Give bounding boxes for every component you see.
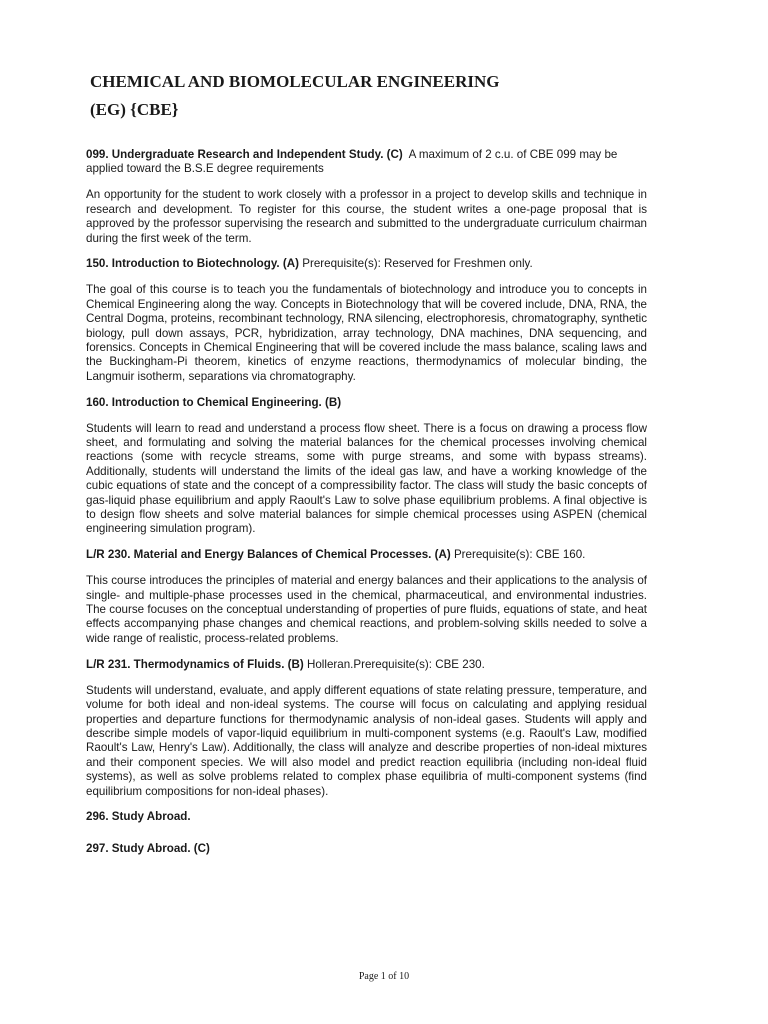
page-title-line-2: (EG) {CBE} xyxy=(90,100,179,119)
course-231-description: Students will understand, evaluate, and apply different equations of state relating pressure, temperature, and volume for both ideal and non-ideal systems. The course will focus on calculating and applying residual properties and departure functions for thermodynamic analysis of non-ideal gases. Students will apply and describe simple models of vapor-liquid equilibrium in multi-component systems (e.g. Raoult's Law, modified Raoult's Law, Henry's Law). Additionally, the class will analyze and describe properties of non-ideal mixtures and their component species. We will also model and predict reaction equilibria (including non-ideal fluid systems), as well as solve problems related to complex phase equilibria of multi-component systems (find equilibrium compositions for non-ideal phases). xyxy=(86,683,647,798)
course-title: 160. Introduction to Chemical Engineering. (B) xyxy=(86,395,342,409)
page-title-line-1: CHEMICAL AND BIOMOLECULAR ENGINEERING xyxy=(90,72,500,91)
course-title: 296. Study Abroad. xyxy=(86,810,191,824)
course-list xyxy=(86,148,647,868)
course-title: L/R 230. Material and Energy Balances of Chemical Processes. (A) xyxy=(86,548,451,562)
course-title: 099. Undergraduate Research and Independent Study. (C) xyxy=(86,148,403,161)
course-150-description: The goal of this course is to teach you the fundamentals of biotechnology and introduce you to concepts in Chemical Engineering along the way. Concepts in Biotechnology that will be covered include, DNA, RNA, the Central Dogma, proteins, recombinant technology, RNA silencing, electrophoresis, chromatography, synthetic biology, pull down assays, PCR, hybridization, array technology, DNA machines, DNA sequencing, and forensics. Concepts in Chemical Engineering that will be covered include the mass balance, scaling laws and the Buckingham-Pi theorem, kinetics of enzyme reactions, thermodynamics of molecular binding, the Langmuir isotherm, separations via chromatography. xyxy=(86,283,647,383)
course-note: Holleran.Prerequisite(s): CBE 230. xyxy=(306,657,485,671)
course-230-description: This course introduces the principles of material and energy balances and their applications to the analysis of single- and multiple-phase processes used in the chemical, pharmaceutical, and environmental industries. The course focuses on the conceptual understanding of properties of pure fluids, equations of state, and heat effects accompanying phase changes and chemical reactions, and problem-solving skills needed to solve a wide range of realistic, process-related problems. xyxy=(86,574,647,645)
course-099-heading xyxy=(86,148,647,177)
page-number: Page 1 of 10 xyxy=(358,971,410,982)
course-099-description: An opportunity for the student to work closely with a professor in a project to develop skills and technique in research and development. To register for this course, the student writes a one-page proposal that is approved by the professor supervising the research and submitted to the undergraduate curriculum chairman during the first week of the term. xyxy=(86,188,647,245)
course-297-heading xyxy=(86,842,647,856)
course-231-heading xyxy=(86,658,647,672)
course-note: A maximum of 2 c.u. of CBE 099 may be applied toward the B.S.E degree requirements xyxy=(86,148,618,176)
course-title: L/R 231. Thermodynamics of Fluids. (B) xyxy=(86,657,304,671)
course-296-heading xyxy=(86,810,647,824)
course-150-heading xyxy=(86,257,647,271)
course-title: 297. Study Abroad. (C) xyxy=(86,841,210,855)
course-230-heading xyxy=(86,548,647,562)
course-160-description: Students will learn to read and understand a process flow sheet. There is a focus on drawing a process flow sheet, and formulating and solving the material balances for the chemical processes involving chemical reactions (some with recycle streams, some with purge streams, and some with bypass streams). Additionally, students will understand the limits of the ideal gas law, and have a working knowledge of the cubic equations of state and the concept of a compressibility factor. The class will study the basic concepts of gas-liquid phase equilibrium and apply Raoult's Law to solve phase equilibrium problems. A final objective is to design flow sheets and solve material balances for simple chemical processes using ASPEN (chemical engineering simulation program). xyxy=(86,421,647,536)
course-160-heading xyxy=(86,396,647,410)
course-note: Prerequisite(s): Reserved for Freshmen only. xyxy=(302,257,533,271)
course-title: 150. Introduction to Biotechnology. (A) xyxy=(86,257,299,271)
course-note: Prerequisite(s): CBE 160. xyxy=(453,548,586,562)
